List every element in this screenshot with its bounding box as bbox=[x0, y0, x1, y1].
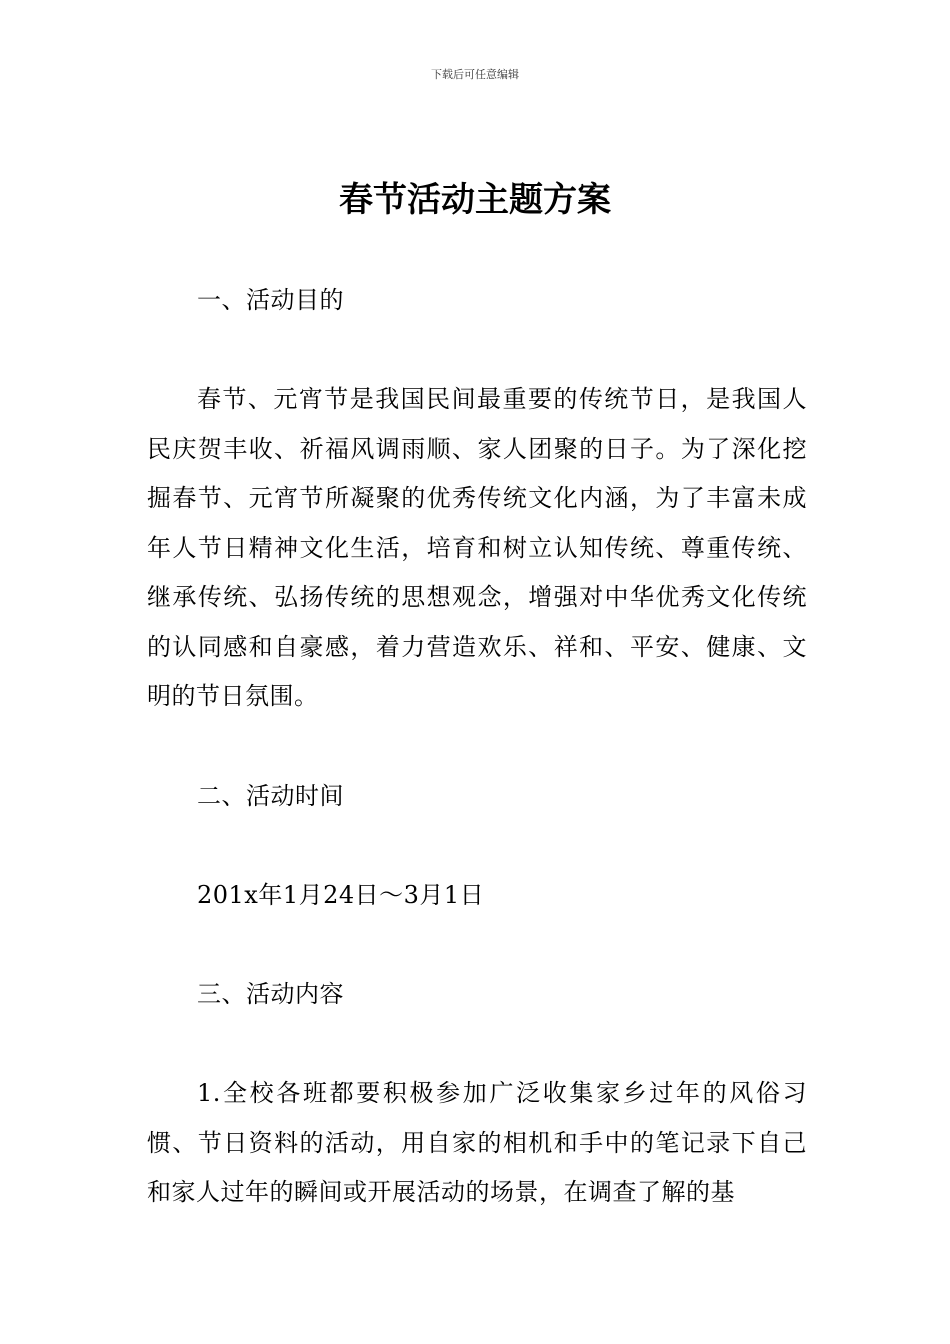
section-heading-purpose: 一、活动目的 bbox=[197, 286, 344, 314]
document-title: 春节活动主题方案 bbox=[339, 180, 611, 220]
section-paragraph-content: 1.全校各班都要积极参加广泛收集家乡过年的风俗习惯、节日资料的活动，用自家的相机和手中的笔记录下自己和家人过年的瞬间或开展活动的场景，在调查了解的基 bbox=[147, 1079, 807, 1206]
header-note: 下载后可任意编辑 bbox=[431, 68, 519, 81]
section-paragraph-purpose: 春节、元宵节是我国民间最重要的传统节日，是我国人民庆贺丰收、祈福风调雨顺、家人团聚的日子。为了深化挖掘春节、元宵节所凝聚的优秀传统文化内涵，为了丰富未成年人节日精神文化生活，培育和树立认知传统、尊重传统、继承传统、弘扬传统的思想观念，增强对中华优秀文化传统的认同感和自豪感，着力营造欢乐、祥和、平安、健康、文明的节日氛围。 bbox=[147, 385, 807, 710]
section-heading-time: 二、活动时间 bbox=[197, 782, 344, 810]
section-heading-content: 三、活动内容 bbox=[197, 980, 344, 1008]
section-text-time: 201x年1月24日～3月1日 bbox=[197, 881, 485, 909]
